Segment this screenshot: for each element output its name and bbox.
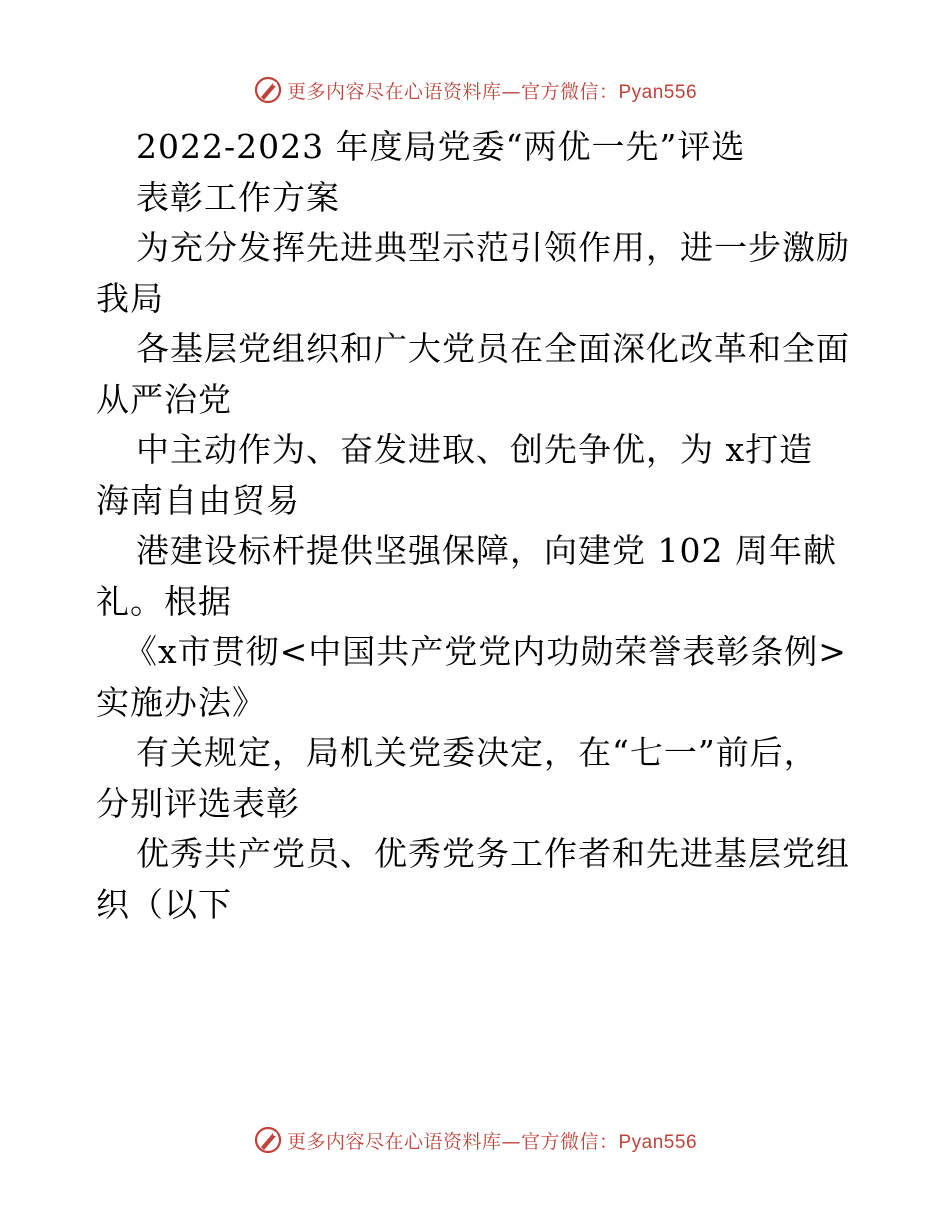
paragraph-line: 我局 [96,278,164,318]
pen-logo-icon [253,75,283,105]
header-watermark-banner [0,70,950,110]
document-title-line-2: 表彰工作方案 [136,177,340,217]
paragraph-line: 中主动作为、奋发进取、创先争优，为 x打造 [136,430,814,469]
document-title-line-1: 2022-2023 年度局党委“两优一先”评选 [136,127,746,166]
footer-watermark-banner [0,1120,950,1160]
watermark-text: 更多内容尽在心语资料库—官方微信：Pyan556 [286,1130,698,1153]
paragraph-line: 礼。根据 [96,581,232,621]
paragraph-line: 有关规定，局机关党委决定，在“七一”前后， [136,733,818,772]
paragraph-line: 各基层党组织和广大党员在全面深化改革和全面 [136,329,850,368]
pen-logo-icon [253,1125,283,1155]
paragraph-line: 优秀共产党员、优秀党务工作者和先进基层党组 [136,834,850,873]
paragraph-line: 港建设标杆提供坚强保障，向建党 102 周年献 [136,531,837,570]
paragraph-line: 海南自由贸易 [96,480,300,520]
paragraph-line: 织（以下 [96,884,232,924]
document-body [96,122,856,930]
paragraph-line: 实施办法》 [96,682,266,722]
paragraph-line: 《x市贯彻<中国共产党党内功勋荣誉表彰条例> [124,632,847,671]
paragraph-line: 从严治党 [96,379,232,419]
paragraph-line: 分别评选表彰 [96,783,300,823]
paragraph-line: 为充分发挥先进典型示范引领作用，进一步激励 [136,228,850,267]
watermark-text: 更多内容尽在心语资料库—官方微信：Pyan556 [286,80,698,103]
